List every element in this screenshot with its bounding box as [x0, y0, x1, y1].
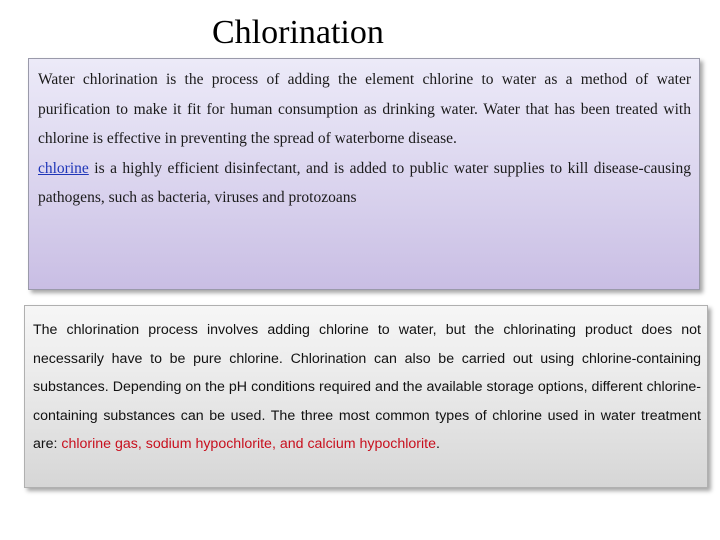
definition-box	[28, 58, 700, 290]
definition-paragraph: Water chlorination is the process of adding the element chlorine to water as a method of water purification to make it fit for human consumption as drinking water. Water that has been treated with chlorine is effective in preventing the spread of waterborne disease.	[38, 71, 691, 147]
process-text-end: .	[435, 436, 440, 452]
chlorine-paragraph	[38, 154, 691, 213]
chlorine-paragraph-text: is a highly efficient disinfectant, and is added to public water supplies to kill disease-causing pathogens, such as bacteria, viruses and protozoans	[38, 159, 691, 206]
chlorine-link[interactable]: chlorine	[38, 159, 89, 177]
chlorine-types-highlight: chlorine gas, sodium hypochlorite, and calcium hypochlorite	[61, 436, 436, 452]
process-text: The chlorination process involves adding chlorine to water, but the chlorinating product does not necessarily have to be pure chlorine. Chlorination can also be carried out using chlorine-containing substances. Depending on the pH conditions required and the available storage options, different chlorine-containing substances can be used. The three most common types of chlorine used in water treatment are:	[33, 322, 701, 452]
process-box	[24, 305, 708, 488]
slide-title: Chlorination	[212, 14, 384, 51]
